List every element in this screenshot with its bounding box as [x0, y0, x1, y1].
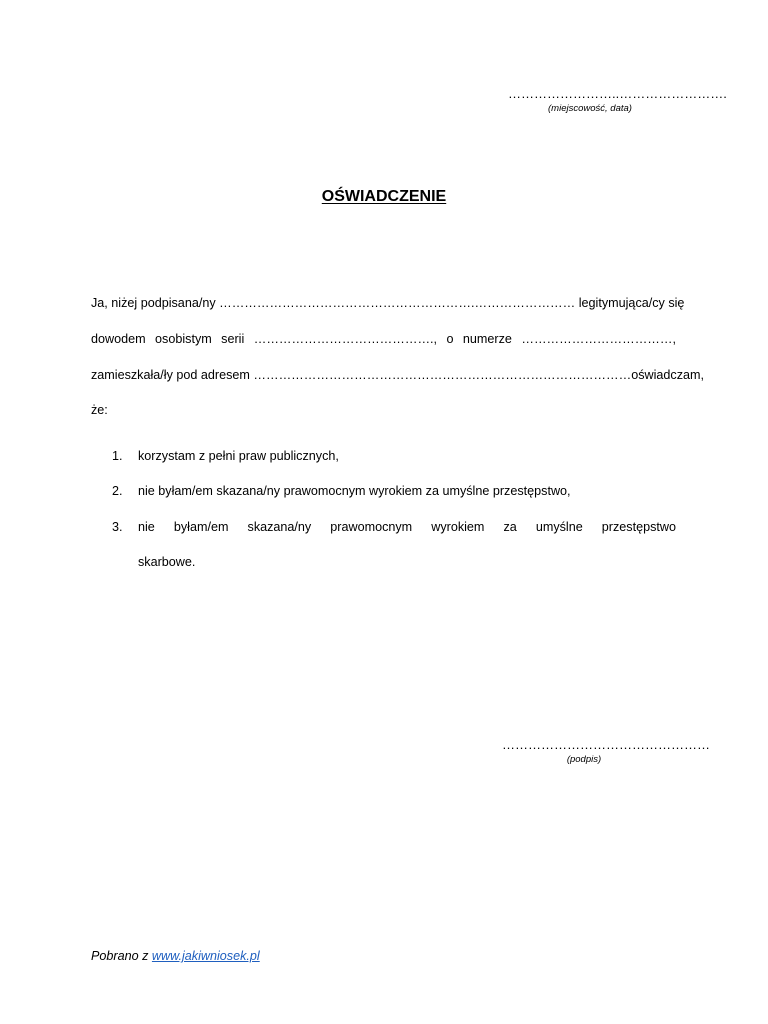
paragraph-line-3: zamieszkała/ły pod adresem ………………………………………………………………………………oświadczam,: [91, 368, 704, 382]
footer-link[interactable]: www.jakiwniosek.pl: [151, 949, 260, 963]
paragraph-line-4: że:: [91, 403, 108, 417]
list-item-text: nie byłam/em skazana/ny prawomocnym wyrokiem za umyślne przestępstwo,: [138, 484, 571, 498]
list-item-text: nie byłam/em skazana/ny prawomocnym wyrokiem za umyślne przestępstwo: [138, 520, 676, 534]
list-item-number: 2.: [112, 484, 123, 498]
date-place-line: ……………………..…………………….: [508, 86, 727, 101]
document-title: OŚWIADCZENIE: [321, 188, 447, 205]
signature-line: …………………………………………: [502, 737, 710, 752]
signature-caption: (podpis): [566, 754, 602, 765]
list-item-continuation: skarbowe.: [138, 555, 196, 569]
list-item-text: korzystam z pełni praw publicznych,: [138, 449, 339, 463]
list-item-number: 1.: [112, 449, 123, 463]
footer-source: [91, 947, 260, 965]
list-item-number: 3.: [112, 520, 123, 534]
paragraph-line-1: Ja, niżej podpisana/ny …………………………………………………….…………………… legitymująca/cy się: [91, 296, 685, 310]
paragraph-line-2: dowodem osobistym serii ……………………………………., o numerze ………………………………,: [91, 332, 676, 346]
footer-prefix: Pobrano z: [91, 949, 152, 963]
date-place-caption: (miejscowość, data): [548, 103, 632, 114]
